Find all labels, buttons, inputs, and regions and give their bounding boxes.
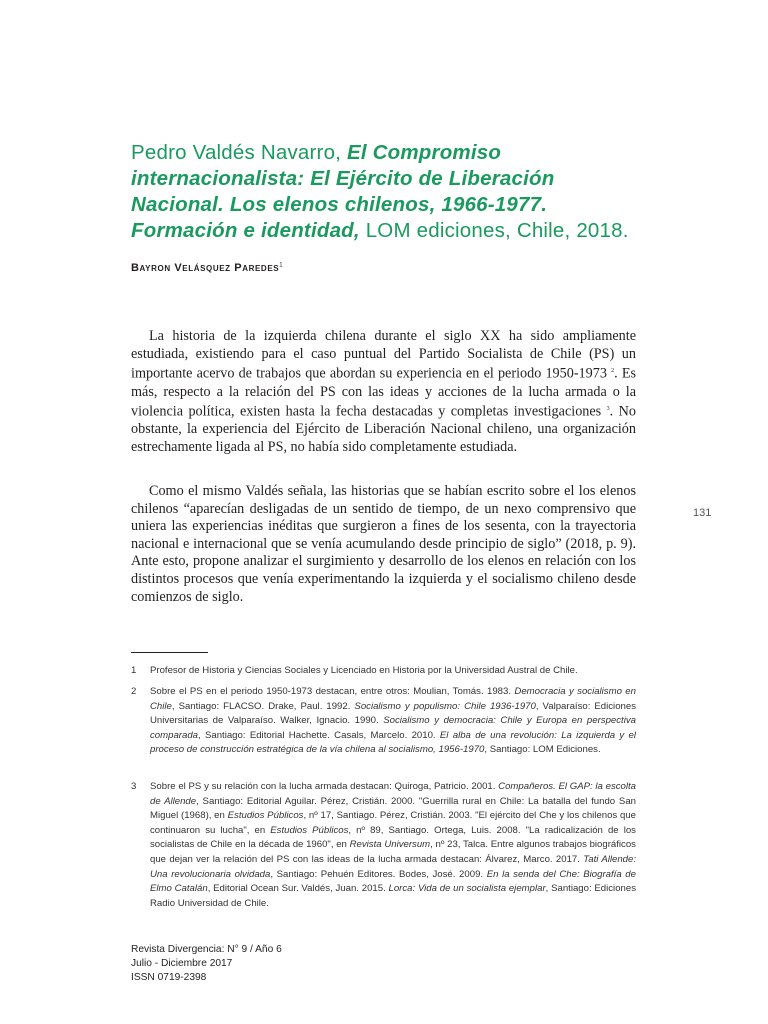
title-author: Pedro Valdés Navarro,: [131, 141, 347, 164]
footer-journal: Revista Divergencia: N° 9 / Año 6: [131, 944, 282, 955]
title-book: El Compromiso internacionalista: El Ejército de Liberación Nacional. Los elenos chilenos, 1966-1977. Formación e identidad,: [131, 141, 555, 242]
fn3-n: Lorca: Vida de un socialista ejemplar: [388, 883, 546, 895]
fn2-c: , Santiago: FLACSO. Drake, Paul. 1992.: [171, 700, 355, 712]
journal-footer: [131, 943, 282, 985]
footnote-ref-2: 2: [611, 368, 615, 375]
fn2-g: , Santiago: Editorial Hachette. Casals, Marcelo. 2010.: [198, 729, 440, 741]
p1-text-b: . Es más, respecto a la relación del PS con las ideas y acciones de la lucha armada o la violencia política, existen hasta la fecha destacadas y completas investigaciones: [131, 365, 637, 420]
footnote-1: [131, 664, 636, 679]
fn2-a: Sobre el PS en el periodo 1950-1973 destacan, entre otros: Moulian, Tomás. 1983.: [150, 686, 515, 697]
review-title: [131, 140, 651, 244]
title-publisher: LOM ediciones, Chile, 2018.: [359, 219, 629, 242]
fn2-f: Socialismo y democracia: Chile y Europa en perspectiva comparada: [150, 715, 636, 741]
fn3-c: , Santiago: Editorial Aguilar. Pérez, Cristián. 2000. "Guerrilla rural en Chile: La batalla del fundo San Miguel (1968), en: [150, 795, 636, 822]
fn3-e: , nº 17, Santiago. Pérez, Cristián. 2003. "El ejército del Che y los chilenos que continuaron su lucha", en: [150, 810, 636, 836]
body-paragraph-2: Como el mismo Valdés señala, las historias que se habían escrito sobre el los elenos chilenos “aparecían desligadas de un sentido de tiempo, de un nexo comprensivo que uniera las experiencias inéditas que surgieron a fines de los sesenta, con la trayectoria nacional e internacional que se venía acumulando desde principio de siglo” (2018, p. 9). Ante esto, propone analizar el surgimiento y desarrollo de los elenos en relación con los distintos procesos que venía experimentando la izquierda y el socialismo chileno desde comienzos de siglo.: [131, 483, 636, 605]
fn3-g: , nº 89, Santiago. Ortega, Luis. 2008. "La radicalización de los socialistas de Chile en la década de 1960", en: [150, 824, 636, 851]
footnote-divider: [131, 652, 208, 653]
footnote-ref-3: 3: [606, 406, 610, 413]
fn3-h: Revista Universum: [349, 839, 431, 851]
fn3-o: , Santiago: Ediciones Radio Universidad de Chile.: [150, 883, 636, 909]
fn3-l: En la senda del Che: Biografía de Elmo Catalán: [150, 868, 636, 895]
footnote-2: [131, 685, 636, 758]
fn3-a: Sobre el PS y su relación con la lucha armada destacan: Quiroga, Patricio. 2001.: [150, 781, 499, 792]
fn3-i: , nº 23, Talca. Entre algunos trabajos biográficos que dejan ver la relación del PS con las ideas de la lucha armada destacan: Álvarez, Marco. 2017.: [150, 839, 636, 865]
fn3-b: Compañeros. El GAP: la escolta de Allende: [150, 781, 637, 807]
footnote-1-number: 1: [131, 665, 137, 676]
p1-text-c: . No obstante, la experiencia del Ejército de Liberación Nacional chileno, una organización estrechamente ligada al PS, no había sido completamente estudiada.: [131, 403, 636, 456]
page-number: 131: [693, 507, 712, 519]
body-paragraph-1: [131, 328, 636, 457]
fn2-i: , Santiago: LOM Ediciones.: [484, 744, 601, 756]
p1-text-a: La historia de la izquierda chilena durante el siglo XX ha sido ampliamente estudiada, existiendo para el caso puntual del Partido Socialista de Chile (PS) un importante acervo de trabajos que abordan su experiencia en el periodo 1950-1973: [131, 328, 636, 382]
reviewer-name-text: Bayron Velásquez Paredes: [131, 262, 280, 274]
fn2-h: El alba de una revolución: La izquierda y el proceso de construcción estratégica de la vía chilena al socialismo, 1956-1970: [150, 729, 637, 756]
fn3-m: , Editorial Ocean Sur. Valdés, Juan. 2015.: [207, 883, 389, 895]
footnote-3-text: [150, 780, 636, 911]
fn3-d: Estudios Públicos: [227, 810, 304, 822]
footnote-1-text: Profesor de Historia y Ciencias Sociales y Licenciado en Historia por la Universidad Austral de Chile.: [150, 665, 578, 676]
footnote-2-number: 2: [131, 686, 137, 697]
reviewer-name: [131, 262, 283, 274]
footnote-2-text: [150, 685, 636, 758]
fn2-d: Socialismo y populismo: Chile 1936-1970: [354, 700, 536, 712]
fn2-b: Democracia y socialismo en Chile: [150, 686, 636, 712]
footer-period: Julio - Diciembre 2017: [131, 958, 233, 969]
fn3-j: Tati Allende: Una revolucionaria olvidada: [150, 853, 637, 880]
fn3-f: Estudios Públicos: [270, 824, 349, 836]
fn3-k: , Santiago: Pehuén Editores. Bodes, José. 2009.: [270, 868, 487, 880]
fn2-e: , Valparaíso: Ediciones Universitarias de Valparaíso. Walker, Ignacio. 1990.: [150, 700, 636, 727]
footer-issn: ISSN 0719-2398: [131, 972, 207, 983]
footnote-3: [131, 780, 636, 911]
reviewer-footnote-ref: 1: [279, 262, 284, 269]
footnote-3-number: 3: [131, 781, 137, 792]
